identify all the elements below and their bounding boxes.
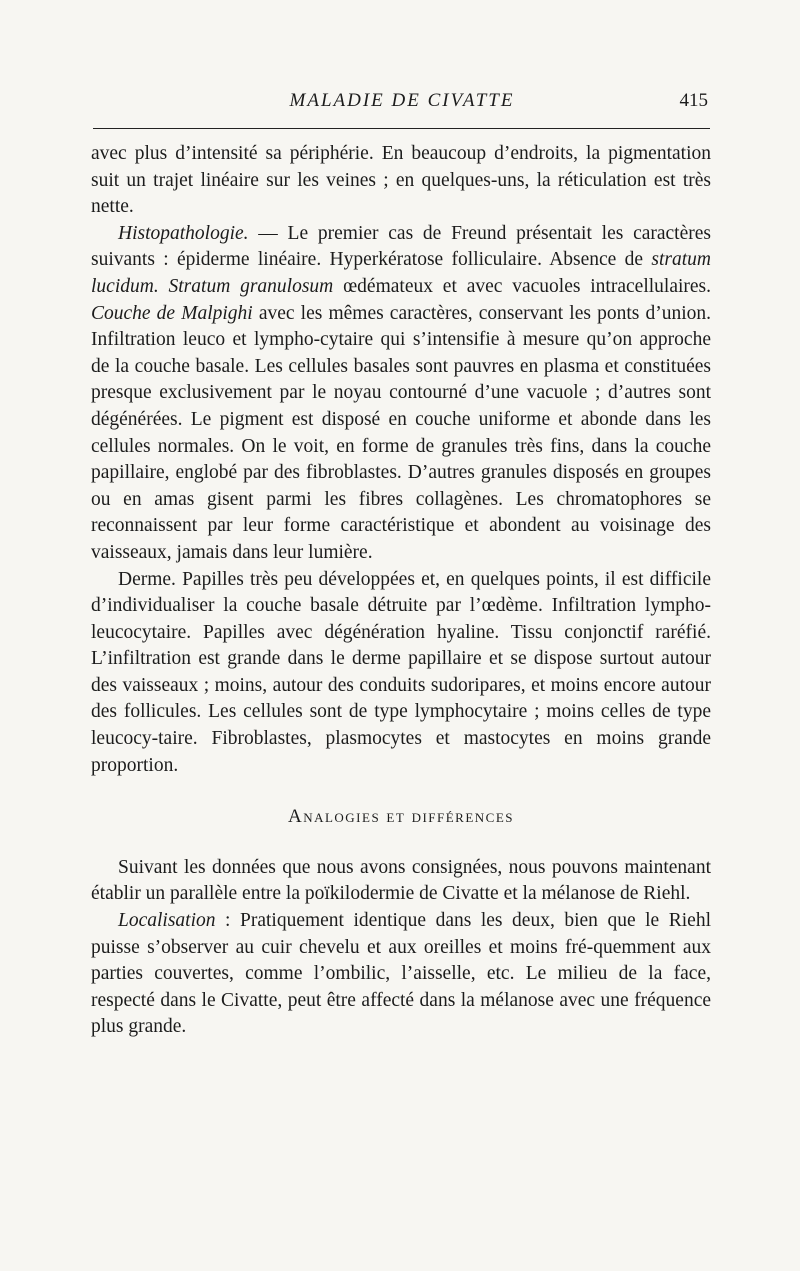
paragraph-text: : Pratiquement identique dans les deux, bien que le Riehl puisse s’observer au cuir chevelu et aux oreilles et moins fré-quemment aux parties couvertes, comme l’ombilic, l’aisselle, etc. Le milieu de la face, respecté dans le Civatte, peut être affecté dans la mélanose avec une fréquence plus grande. [91, 910, 711, 1038]
paragraph-text: Suivant les données que nous avons consignées, nous pouvons maintenant établir un parallèle entre la poïkilodermie de Civatte et la mélanose de Riehl. [91, 856, 711, 905]
body-text [91, 141, 711, 1041]
paragraph-label: Localisation [118, 910, 216, 932]
paragraph-continuation [91, 141, 711, 221]
paragraph-derme [91, 567, 711, 780]
italic-term: Couche de Malpighi [91, 302, 253, 324]
running-title: MALADIE DE CIVATTE [289, 90, 515, 111]
paragraph-text: avec plus d’intensité sa périphérie. En beaucoup d’endroits, la pigmentation suit un trajet linéaire sur les veines ; en quelques-uns, la réticulation est très nette. [91, 143, 711, 218]
paragraph-suivant [91, 855, 711, 908]
page-number: 415 [679, 90, 708, 111]
paragraph-histopathologie [91, 221, 711, 567]
page-header [96, 90, 708, 120]
paragraph-text: Derme. Papilles très peu développées et, en quelques points, il est difficile d’individualiser la couche basale détruite par l’œdème. Infiltration lympho-leucocytaire. Papilles avec dégénération hyaline. Tissu conjonctif raréfié. L’infiltration est grande dans le derme papillaire et se dispose surtout autour des vaisseaux ; moins, autour des conduits sudoripares, et moins encore autour des follicules. Les cellules sont de type lymphocytaire ; moins celles de type leucocy-taire. Fibroblastes, plasmocytes et mastocytes en moins grande proportion. [91, 568, 711, 776]
paragraph-localisation [91, 908, 711, 1041]
section-heading: Analogies et différences [287, 806, 515, 828]
header-rule [93, 128, 710, 129]
paragraph-text: — Le premier cas de Freund présentait les caractères suivants : épiderme linéaire. Hyperkératose folliculaire. Absence de [91, 222, 711, 271]
paragraph-text: avec les mêmes caractères, conservant les ponts d’union. Infiltration leuco et lympho-cytaire qui s’intensifie à mesure qu’on approche de la couche basale. Les cellules basales sont pauvres en plasma et constituées presque exclusivement par le noyau contourné d’une vacuole ; d’autres sont dégénérées. Le pigment est disposé en couche uniforme et abonde dans les cellules normales. On le voit, en forme de granules très fins, dans la couche papillaire, englobé par des fibroblastes. D’autres granules disposés en groupes ou en amas gisent parmi les fibres collagènes. Les chromatophores se reconnaissent par leur forme caractéristique et abondent au voisinage des vaisseaux, jamais dans leur lumière. [91, 302, 711, 563]
paragraph-text: œdémateux et avec vacuoles intracellulaires. [333, 275, 712, 297]
paragraph-label: Histopathologie. [118, 222, 249, 244]
italic-term: stratum lucidum. Stratum granulosum [91, 249, 711, 297]
